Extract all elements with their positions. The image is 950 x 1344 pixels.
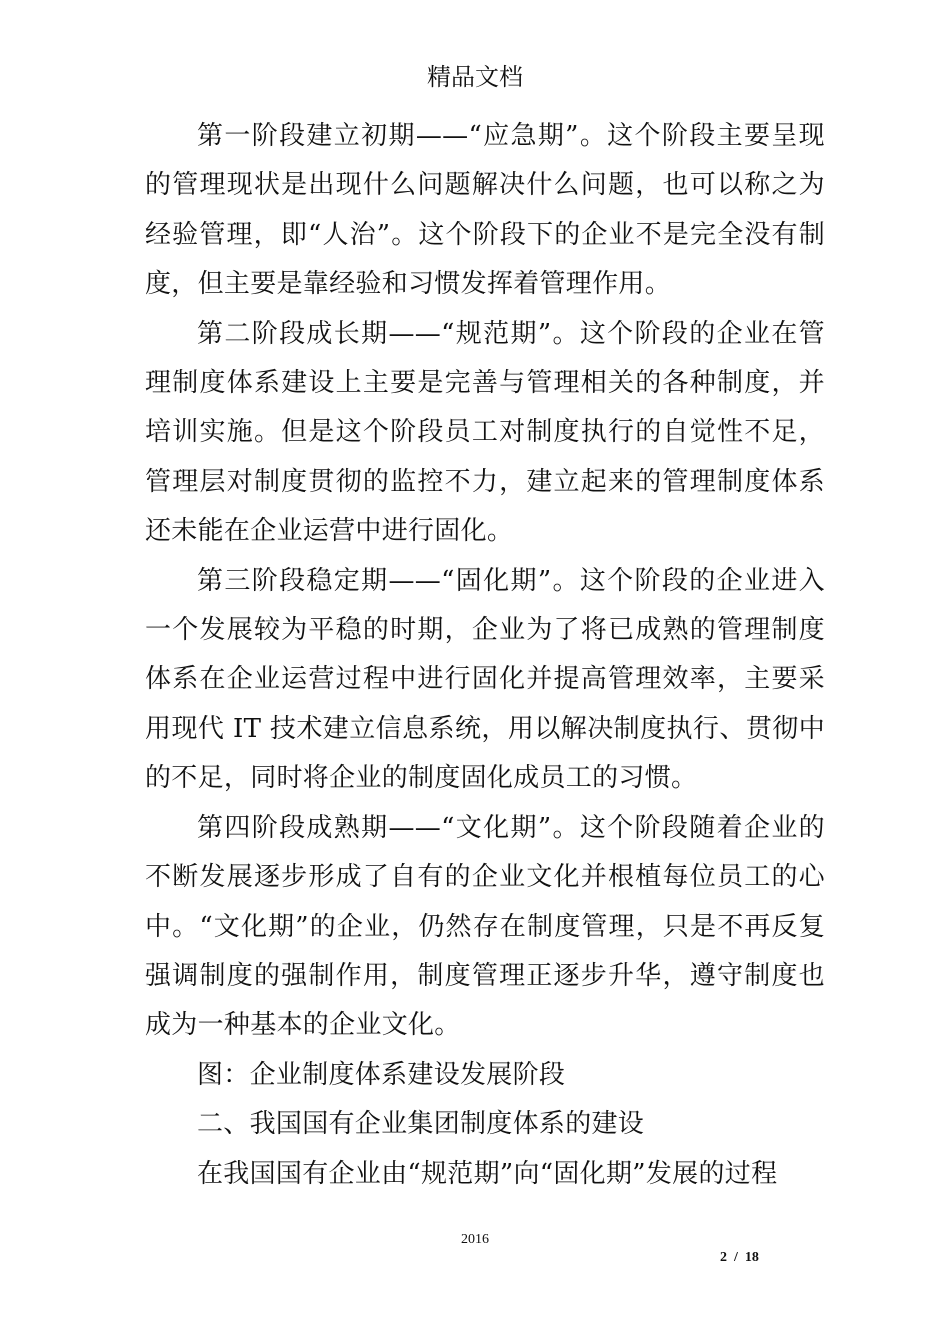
footer-year: 2016 (461, 1232, 489, 1247)
paragraph-stage-3: 第三阶段稳定期——“固化期”。这个阶段的企业进入一个发展较为平稳的时期，企业为了将已成熟的管理制度体系在企业运营过程中进行固化并提高管理效率，主要采用现代 IT 技术建立信息系统，用以解决制度执行、贯彻中的不足，同时将企业的制度固化成员工的习惯。 (145, 565, 825, 794)
figure-caption: 图：企业制度体系建设发展阶段 (197, 1059, 566, 1090)
paragraph-section-intro: 在我国国有企业由“规范期”向“固化期”发展的过程 (197, 1158, 778, 1189)
page-number: 2 / 18 (720, 1250, 759, 1265)
paragraph-stage-2: 第二阶段成长期——“规范期”。这个阶段的企业在管理制度体系建设上主要是完善与管理相关的各种制度，并培训实施。但是这个阶段员工对制度执行的自觉性不足，管理层对制度贯彻的监控不力，建立起来的管理制度体系还未能在企业运营中进行固化。 (145, 318, 825, 547)
document-body (145, 112, 825, 1199)
page-header-title: 精品文档 (427, 63, 523, 91)
paragraph-stage-4: 第四阶段成熟期——“文化期”。这个阶段随着企业的不断发展逐步形成了自有的企业文化并根植每位员工的心中。“文化期”的企业，仍然存在制度管理，只是不再反复强调制度的强制作用，制度管理正逐步升华，遵守制度也成为一种基本的企业文化。 (145, 812, 825, 1041)
paragraph-stage-1: 第一阶段建立初期——“应急期”。这个阶段主要呈现的管理现状是出现什么问题解决什么问题，也可以称之为经验管理，即“人治”。这个阶段下的企业不是完全没有制度，但主要是靠经验和习惯发挥着管理作用。 (145, 121, 825, 300)
section-heading: 二、我国国有企业集团制度体系的建设 (197, 1109, 645, 1140)
